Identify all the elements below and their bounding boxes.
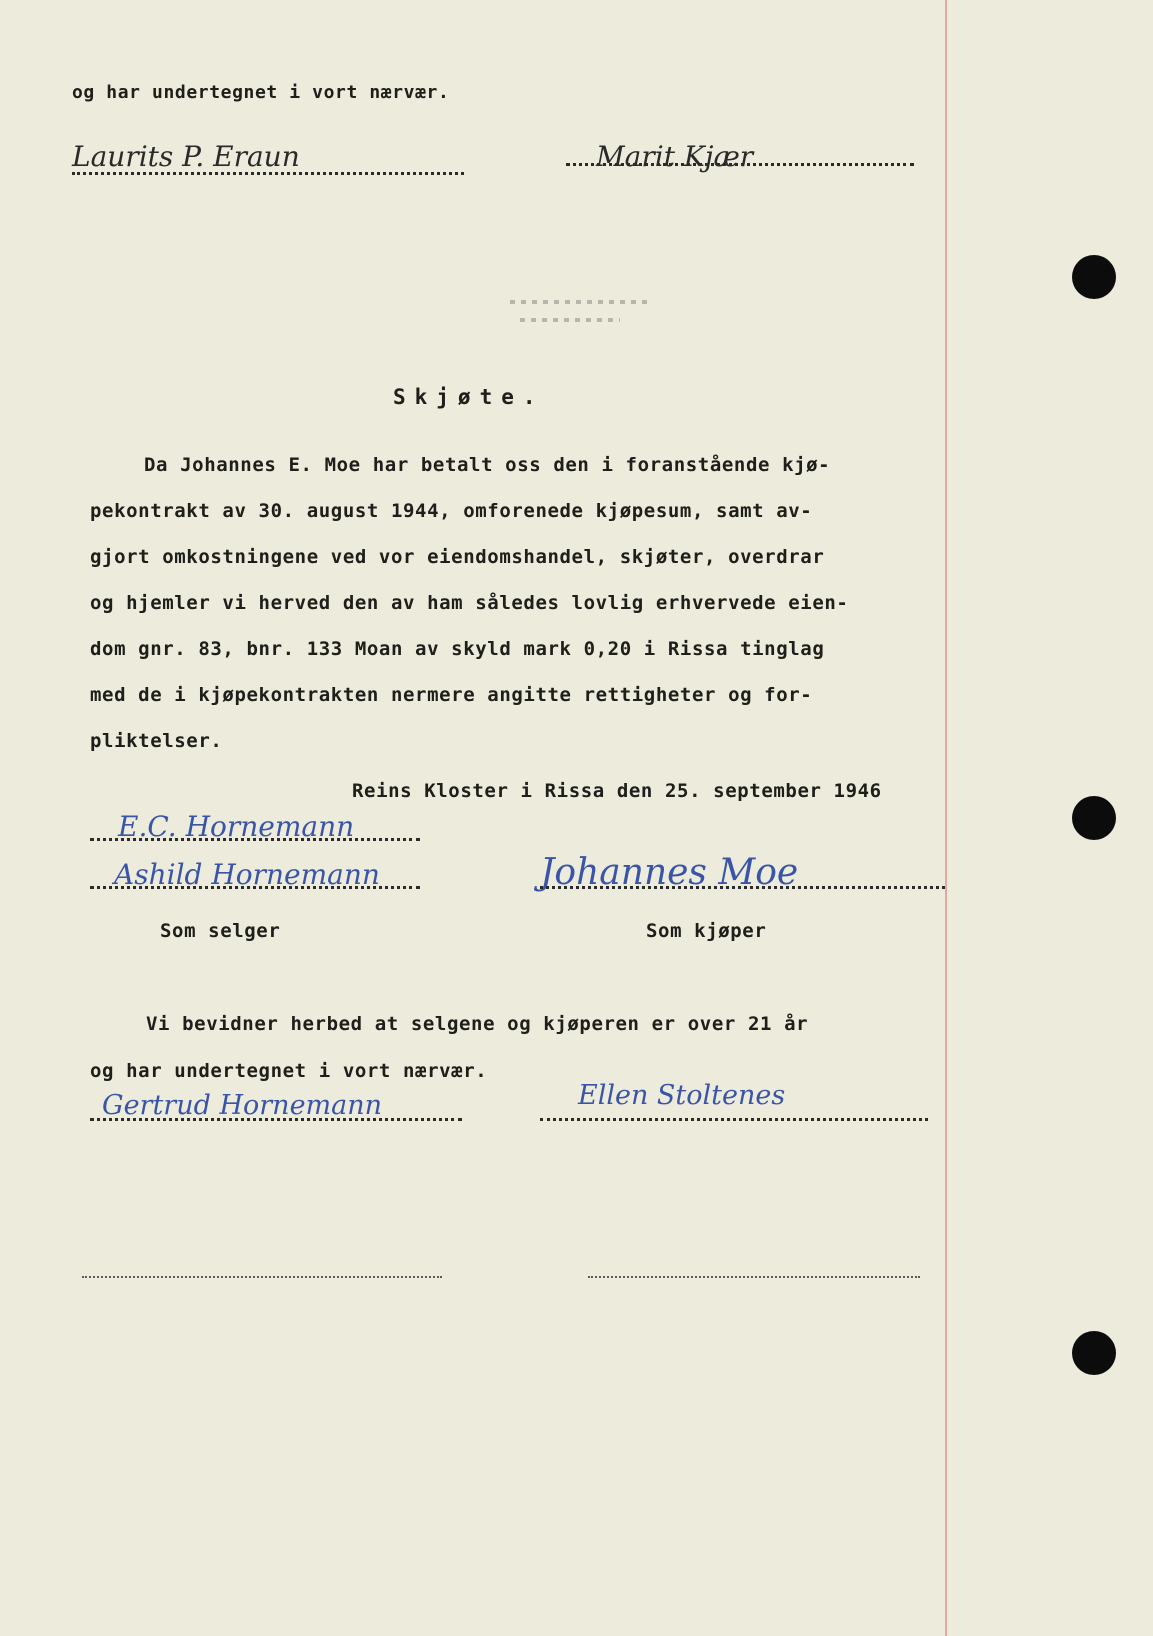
- punch-hole-bottom: [1072, 1331, 1116, 1375]
- seller-role-label: Som selger: [160, 920, 281, 942]
- top-attestation: og har undertegnet i vort nærvær.: [72, 82, 450, 103]
- signature-line: [90, 1118, 462, 1121]
- witness-attestation: og har undertegnet i vort nærvær.: [90, 1060, 488, 1082]
- place-date: Reins Kloster i Rissa den 25. september 1946: [352, 780, 882, 802]
- signature-line: [540, 1118, 928, 1121]
- witness-statement: Vi bevidner herbed at selgene og kjøperen er over 21 år: [146, 1013, 809, 1035]
- body-line: pliktelser.: [90, 730, 223, 752]
- body-line: gjort omkostningene ved vor eiendomshandel, skjøter, overdrar: [90, 546, 825, 568]
- body-line: Da Johannes E. Moe har betalt oss den i foranstående kjø-: [144, 454, 831, 476]
- witness-signature-right: Ellen Stoltenes: [578, 1080, 786, 1111]
- seller-signature-1: E.C. Hornemann: [118, 810, 355, 843]
- signature-line: [90, 838, 420, 841]
- red-margin-line: [945, 0, 947, 1636]
- ink-smudge: [520, 318, 620, 322]
- empty-signature-line: [82, 1276, 442, 1278]
- signature-line: [72, 172, 464, 175]
- document-title: Skjøte.: [393, 385, 545, 409]
- top-witness-right-signature: Marit Kjær: [596, 140, 754, 173]
- body-line: pekontrakt av 30. august 1944, omforenede kjøpesum, samt av-: [90, 500, 813, 522]
- buyer-signature: Johannes Moe: [540, 852, 799, 893]
- top-witness-left-signature: Laurits P. Eraun: [72, 140, 300, 173]
- body-line: med de i kjøpekontrakten nermere angitte rettigheter og for-: [90, 684, 813, 706]
- empty-signature-line: [588, 1276, 920, 1278]
- signature-line: [90, 886, 420, 889]
- ink-smudge: [510, 300, 650, 304]
- punch-hole-top: [1072, 255, 1116, 299]
- signature-line: [540, 886, 945, 889]
- body-line: dom gnr. 83, bnr. 133 Moan av skyld mark 0,20 i Rissa tinglag: [90, 638, 825, 660]
- body-line: og hjemler vi herved den av ham således lovlig erhvervede eien-: [90, 592, 849, 614]
- seller-signature-2: Ashild Hornemann: [114, 858, 380, 891]
- punch-hole-middle: [1072, 796, 1116, 840]
- witness-signature-left: Gertrud Hornemann: [102, 1090, 383, 1121]
- buyer-role-label: Som kjøper: [646, 920, 767, 942]
- signature-line: [566, 163, 914, 166]
